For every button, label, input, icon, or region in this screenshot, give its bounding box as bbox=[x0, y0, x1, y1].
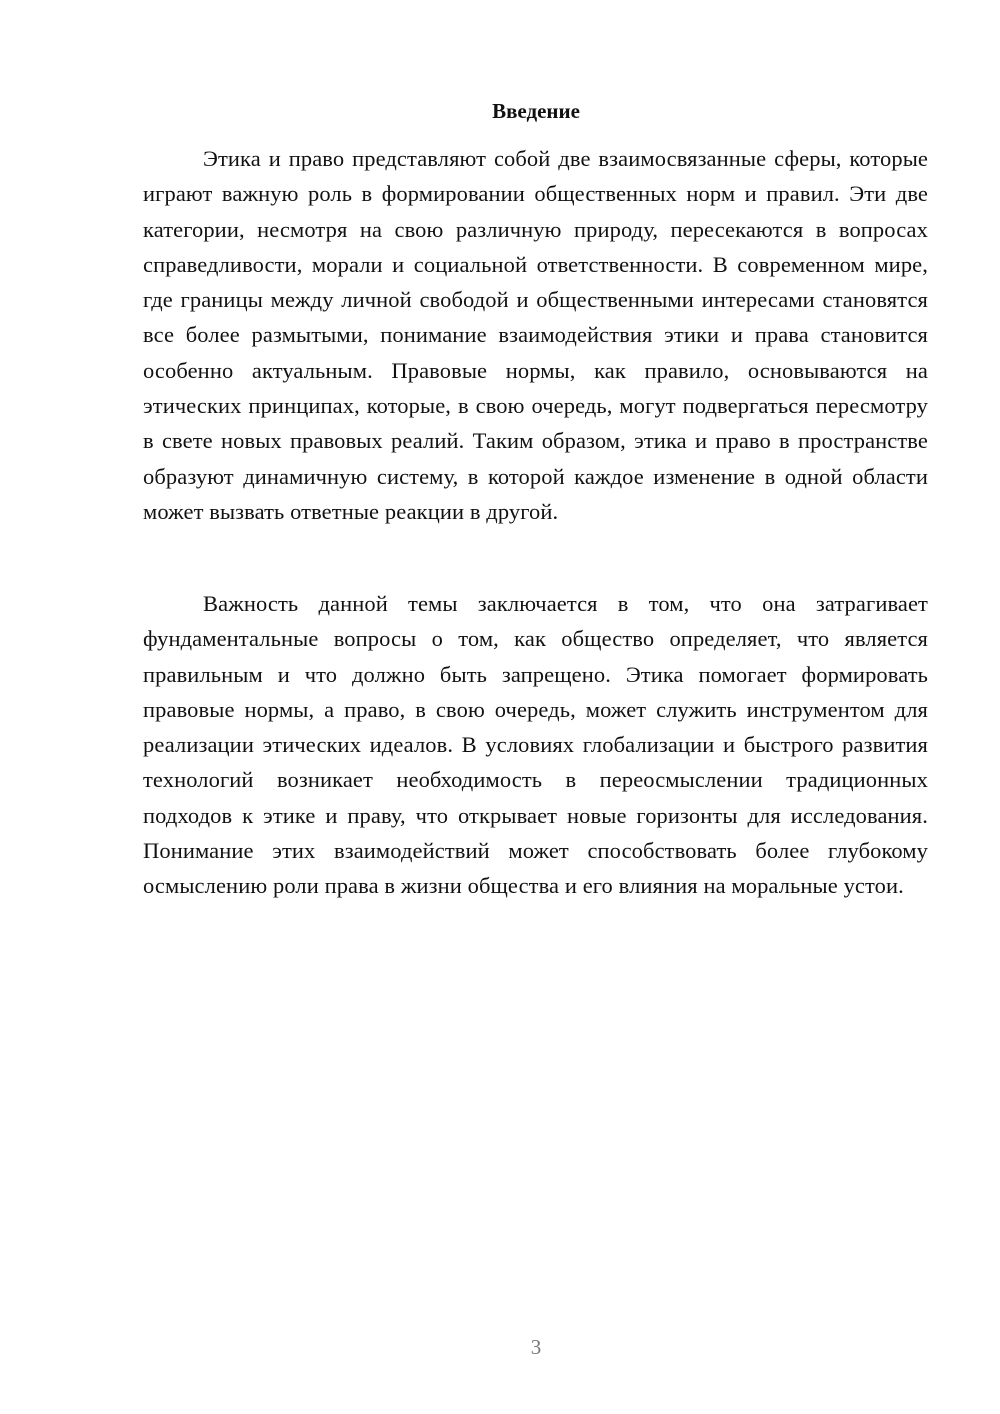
page-number: 3 bbox=[530, 1335, 542, 1359]
section-heading: Введение bbox=[492, 99, 580, 123]
paragraph-1: Этика и право представляют собой две взаимосвязанные сферы, которые играют важную роль в формировании общественных норм и правил. Эти две категории, несмотря на свою различную природу, пересекаются в вопросах справедливости, морали и социальной ответственности. В современном мире, где границы между личной свободой и общественными интересами становятся все более размытыми, понимание взаимодействия этики и права становится особенно актуальным. Правовые нормы, как правило, основываются на этических принципах, которые, в свою очередь, могут подвергаться пересмотру в свете новых правовых реалий. Таким образом, этика и право в пространстве образуют динамичную систему, в которой каждое изменение в одной области может вызвать ответные реакции в другой. bbox=[143, 146, 928, 524]
paragraph-2: Важность данной темы заключается в том, что она затрагивает фундаментальные вопросы о том, как общество определяет, что является правильным и что должно быть запрещено. Этика помогает формировать правовые нормы, а право, в свою очередь, может служить инструментом для реализации этических идеалов. В условиях глобализации и быстрого развития технологий возникает необходимость в переосмыслении традиционных подходов к этике и праву, что открывает новые горизонты для исследования. Понимание этих взаимодействий может способствовать более глубокому осмыслению роли права в жизни общества и его влияния на моральные устои. bbox=[143, 591, 928, 899]
